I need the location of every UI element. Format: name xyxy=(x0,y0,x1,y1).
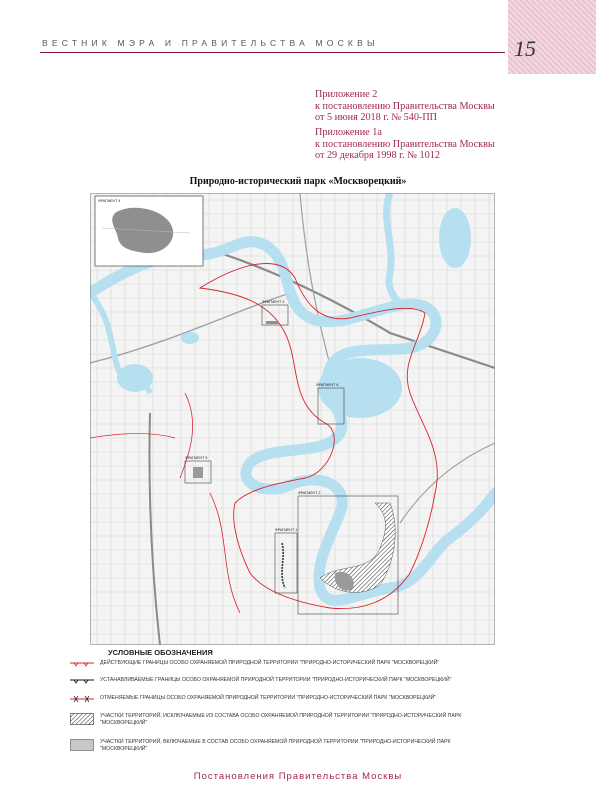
map-title: Природно-исторический парк «Москворецкий» xyxy=(189,176,407,187)
fragment-2-label: ФРАГМЕНТ 2 xyxy=(298,491,321,495)
legend-item-cancelled-boundary: ОТМЕНЯЕМЫЕ ГРАНИЦЫ ОСОБО ОХРАНЯЕМОЙ ПРИРОДНОЙ ТЕРРИТОРИИ "ПРИРОДНО-ИСТОРИЧЕСКИЙ ПАРК "МОСКВОРЕЦКИЙ" xyxy=(70,694,503,704)
annex-1a-block xyxy=(315,127,495,162)
annex-2-subtitle: к постановлению Правительства Москвы xyxy=(315,100,495,112)
park-map xyxy=(90,193,495,645)
legend-item-current-boundary: ДЕЙСТВУЮЩИЕ ГРАНИЦЫ ОСОБО ОХРАНЯЕМОЙ ПРИРОДНОЙ ТЕРРИТОРИИ "ПРИРОДНО-ИСТОРИЧЕСКИЙ ПАРК "МОСКВОРЕЦКИЙ" xyxy=(70,659,503,669)
park-map-svg xyxy=(90,193,495,645)
journal-title: ВЕСТНИК МЭРА И ПРАВИТЕЛЬСТВА МОСКВЫ xyxy=(42,38,379,48)
fragment-3-label: ФРАГМЕНТ 3 xyxy=(262,300,285,304)
map-legend xyxy=(70,645,503,763)
legend-item-excluded-areas: УЧАСТКИ ТЕРРИТОРИЙ, ИСКЛЮЧАЕМЫЕ ИЗ СОСТАВА ОСОБО ОХРАНЯЕМОЙ ПРИРОДНОЙ ТЕРРИТОРИИ "ПРИРОДНО-ИСТОРИЧЕСКИЙ ПАРК "МОСКВОРЕЦКИЙ" xyxy=(70,712,503,732)
cancelled-boundary-symbol xyxy=(70,695,94,703)
legend-title: УСЛОВНЫЕ ОБОЗНАЧЕНИЯ xyxy=(108,648,213,657)
footer-section-title: Постановления Правительства Москвы xyxy=(193,771,403,782)
annex-1a-subtitle: к постановлению Правительства Москвы xyxy=(315,138,495,150)
grey-area-symbol xyxy=(70,739,94,751)
annex-2-title: Приложение 2 xyxy=(315,89,378,100)
annex-1a-title: Приложение 1а xyxy=(315,127,382,138)
fragment-1-label: ФРАГМЕНТ 1 xyxy=(275,528,298,532)
annex-2-block xyxy=(315,89,495,124)
hatched-area-symbol xyxy=(70,713,94,725)
annex-2-date: от 5 июня 2018 г. № 540-ПП xyxy=(315,112,438,123)
red-boundary-symbol xyxy=(70,661,94,667)
fragment-4-label: ФРАГМЕНТ 4 xyxy=(98,199,121,203)
black-boundary-symbol xyxy=(70,678,94,684)
legend-item-included-areas: УЧАСТКИ ТЕРРИТОРИЙ, ВКЛЮЧАЕМЫЕ В СОСТАВ ОСОБО ОХРАНЯЕМОЙ ПРИРОДНОЙ ТЕРРИТОРИИ "ПРИРОДНО-ИСТОРИЧЕСКИЙ ПАРК "МОСКВОРЕЦКИЙ" xyxy=(70,738,503,758)
fragment-5-label: ФРАГМЕНТ 5 xyxy=(185,456,208,460)
legend-item-established-boundary: УСТАНАВЛИВАЕМЫЕ ГРАНИЦЫ ОСОБО ОХРАНЯЕМОЙ ПРИРОДНОЙ ТЕРРИТОРИИ "ПРИРОДНО-ИСТОРИЧЕСКИЙ ПАРК "МОСКВОРЕЦКИЙ" xyxy=(70,676,503,686)
annex-1a-date: от 29 декабря 1998 г. № 1012 xyxy=(315,150,440,161)
page-number: 15 xyxy=(514,36,536,61)
fragment-6-label: ФРАГМЕНТ 6 xyxy=(316,383,339,387)
header-divider xyxy=(40,52,505,53)
